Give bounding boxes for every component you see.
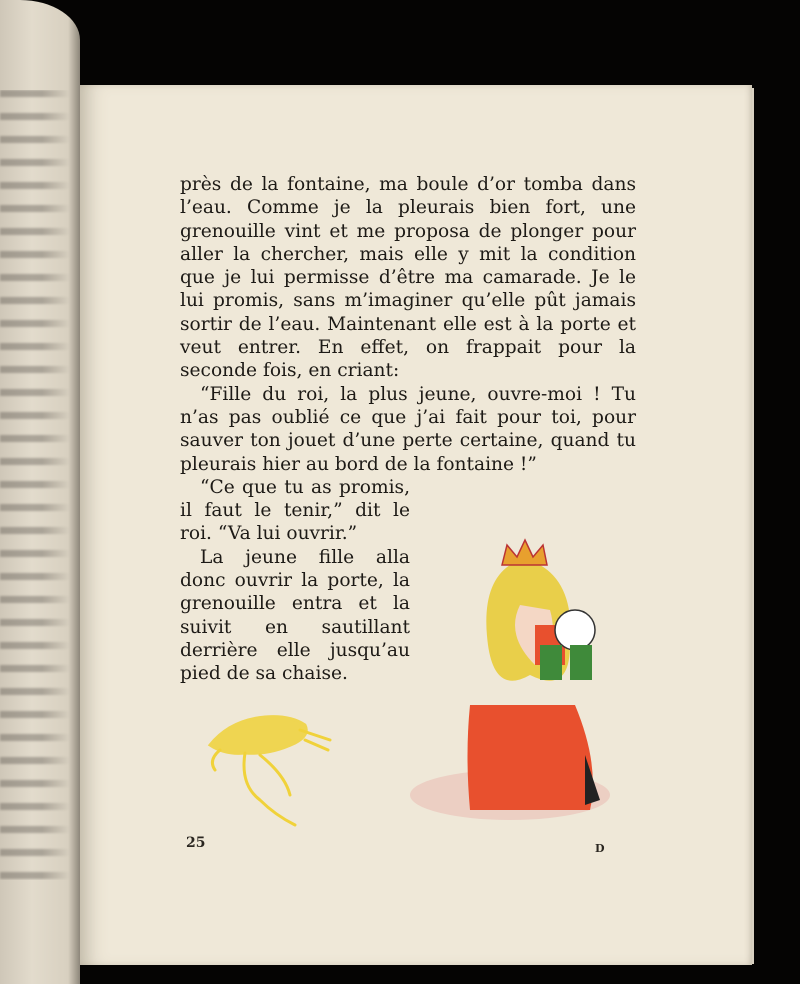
- paragraph: près de la fontaine, ma boule d’or tomba dans l’eau. Comme je la pleurais bien fort, une grenouille vint et me proposa de plonger pour aller la chercher, mais elle y mit la condition que je lui permisse d’être ma camarade. Je le lui promis, sans m’imaginer qu’elle pût jamais sortir de l’eau. Maintenant elle est à la porte et veut entrer. En effet, on frappait pour la seconde fois, en criant:: [180, 174, 636, 382]
- princess-illustration: [410, 525, 640, 825]
- left-page: [0, 0, 80, 984]
- signature-mark: D: [595, 842, 605, 855]
- frog-illustration: [200, 705, 340, 830]
- paragraph: La jeune fille alla donc ouvrir la porte, la grenouille entra et la suivit en sautillant derrière elle jusqu’au pied de sa chaise.: [180, 546, 410, 685]
- book-page: [80, 85, 752, 965]
- page-number: 25: [186, 835, 206, 851]
- paragraph: “Ce que tu as promis, il faut le tenir,” dit le roi. “Va lui ouvrir.”: [180, 476, 410, 545]
- paragraph: “Fille du roi, la plus jeune, ouvre-moi ! Tu n’as pas oublié ce que j’ai fait pour toi, pour sauver ton jouet d’une perte certaine, quand tu pleurais hier au bord de la fontaine !”: [180, 383, 636, 475]
- left-page-text-blur: [0, 90, 70, 880]
